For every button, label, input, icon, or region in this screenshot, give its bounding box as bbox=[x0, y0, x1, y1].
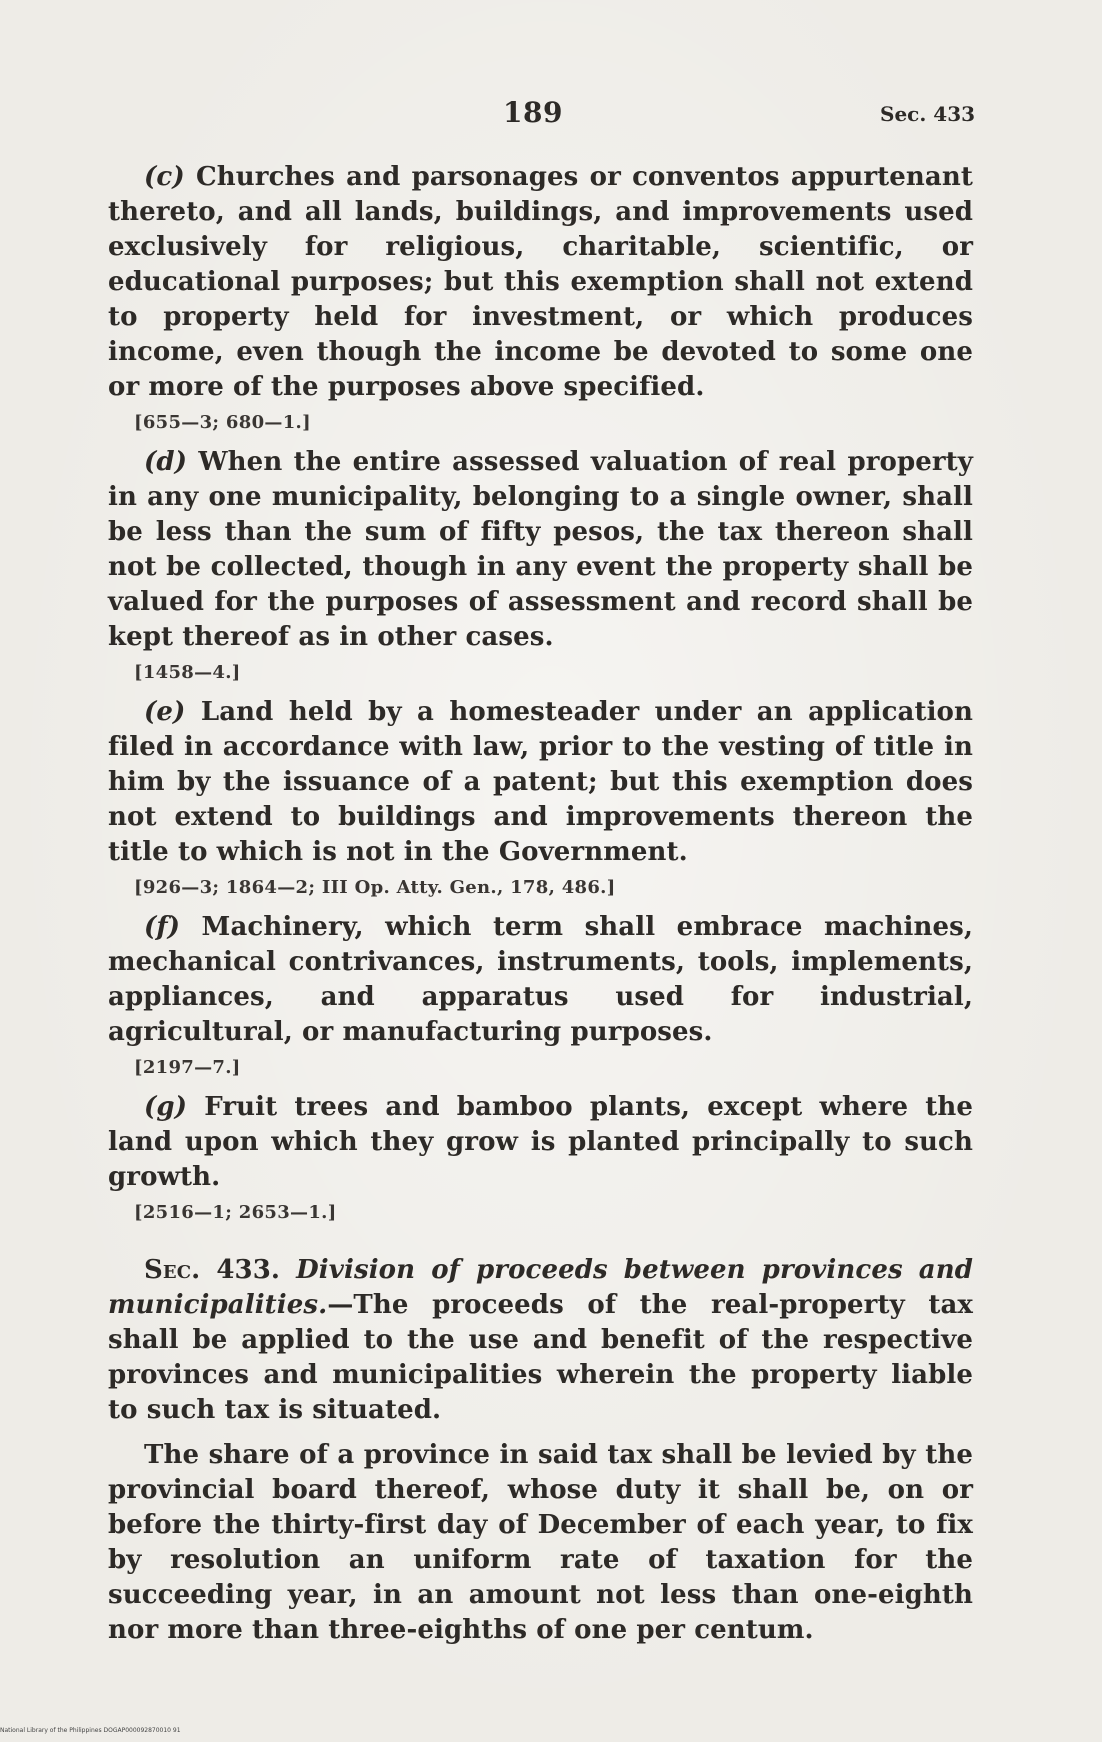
scan-footer: National Library of the Philippines DOGAP000092870010 91 bbox=[0, 1727, 181, 1734]
paragraph-text: Land held by a homesteader under an application filed in accordance with law, prior to the vesting of title in him by the issuance of a patent; but this exemption does not extend to buildings and improvements thereon the title to which is not in the Government. bbox=[108, 697, 973, 867]
citation: [2516—1; 2653—1.] bbox=[134, 1202, 337, 1223]
citation: [2197—7.] bbox=[134, 1057, 241, 1078]
paragraph-text: When the entire assessed valuation of real property in any one municipality, belonging to a single owner, shall be less than the sum of fifty pesos, the tax thereon shall not be collected, though in any event the property shall be valued for the purposes of assessment and record shall be kept thereof as in other cases. bbox=[108, 447, 973, 652]
section-spacer bbox=[108, 1235, 973, 1253]
paragraph-spacer bbox=[108, 1428, 973, 1438]
page-header bbox=[0, 96, 1102, 136]
section-label: Sec. 433. bbox=[144, 1255, 281, 1285]
paragraph-e bbox=[108, 695, 973, 870]
citation: [926—3; 1864—2; III Op. Atty. Gen., 178, 486.] bbox=[134, 877, 616, 898]
paragraph-letter: (c) bbox=[144, 162, 185, 192]
section-title: Division of proceeds between provinces and municipalities. bbox=[108, 1255, 973, 1320]
paragraph-letter: (g) bbox=[144, 1092, 188, 1122]
paragraph-text: Fruit trees and bamboo plants, except where the land upon which they grow is planted principally to such growth. bbox=[108, 1092, 973, 1192]
citation: [655—3; 680—1.] bbox=[134, 412, 311, 433]
citation: [1458—4.] bbox=[134, 662, 241, 683]
paragraph-g bbox=[108, 1090, 973, 1195]
body-text bbox=[108, 160, 973, 1648]
paragraph-letter: (f) bbox=[144, 912, 181, 942]
running-section-reference: Sec. 433 bbox=[880, 102, 976, 126]
paragraph-d bbox=[108, 445, 973, 655]
paragraph-letter: (d) bbox=[144, 447, 188, 477]
section-433-paragraph-2: The share of a province in said tax shall be levied by the provincial board thereof, whose duty it shall be, on or before the thirty-first day of December of each year, to fix by resolution an uniform rate of taxation for the succeeding year, in an amount not less than one-eighth nor more than three-eighths of one per centum. bbox=[108, 1440, 973, 1645]
paragraph-text: Churches and parsonages or conventos appurtenant thereto, and all lands, buildings, and improvements used exclusively for religious, charitable, scientific, or educational purposes; but this exemption shall not extend to property held for investment, or which produces income, even though the income be devoted to some one or more of the purposes above specified. bbox=[108, 162, 973, 402]
section-433-paragraph bbox=[108, 1253, 973, 1428]
page-number: 189 bbox=[503, 96, 563, 129]
paragraph-letter: (e) bbox=[144, 697, 186, 727]
paragraph-f bbox=[108, 910, 973, 1050]
paragraph-text: Machinery, which term shall embrace machines, mechanical contrivances, instruments, tools, implements, appliances, and apparatus used for industrial, agricultural, or manufacturing purposes. bbox=[108, 912, 973, 1047]
paragraph-c bbox=[108, 160, 973, 405]
section-text: —The proceeds of the real-property tax shall be applied to the use and benefit of the respective provinces and municipalities wherein the property liable to such tax is situated. bbox=[108, 1290, 973, 1425]
